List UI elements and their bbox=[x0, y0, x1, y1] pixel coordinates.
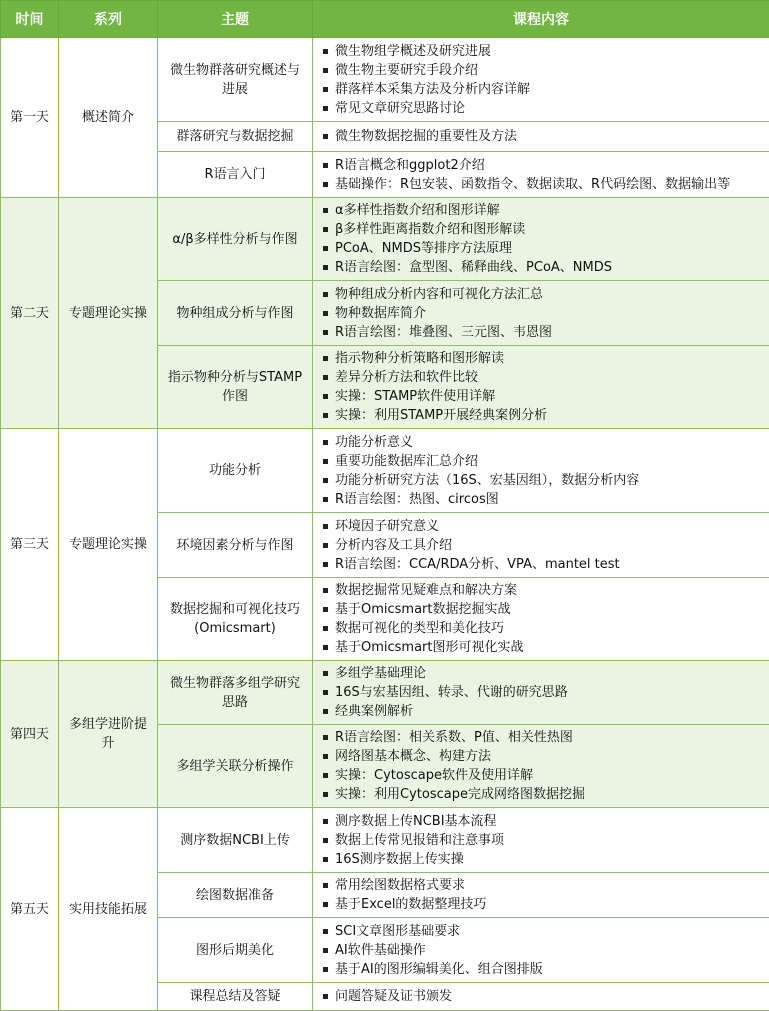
list-item: R语言绘图：CCA/RDA分析、VPA、mantel test bbox=[323, 555, 769, 574]
content-cell bbox=[313, 808, 769, 873]
list-item: 环境因子研究意义 bbox=[323, 517, 769, 536]
table-row bbox=[1, 38, 769, 122]
table-row bbox=[1, 661, 769, 725]
content-cell bbox=[313, 983, 769, 1011]
list-item: 实操：Cytoscape软件及使用详解 bbox=[323, 766, 769, 785]
list-item: 指示物种分析策略和图形解读 bbox=[323, 349, 769, 368]
list-item: 基础操作：R包安装、函数指令、数据读取、R代码绘图、数据输出等 bbox=[323, 175, 769, 194]
content-cell bbox=[313, 152, 769, 198]
list-item: 微生物组学概述及研究进展 bbox=[323, 42, 769, 61]
list-item: 分析内容及工具介绍 bbox=[323, 536, 769, 555]
topic-cell: 多组学关联分析操作 bbox=[158, 725, 313, 808]
topic-cell: 微生物群落研究概述与进展 bbox=[158, 38, 313, 122]
table-row bbox=[1, 198, 769, 281]
series-cell: 专题理论实操 bbox=[59, 429, 158, 661]
day-cell: 第三天 bbox=[1, 429, 59, 661]
series-cell: 多组学进阶提升 bbox=[59, 661, 158, 808]
list-item: β多样性距离指数介绍和图形解读 bbox=[323, 220, 769, 239]
list-item: R语言绘图：盒型图、稀释曲线、PCoA、NMDS bbox=[323, 258, 769, 277]
list-item: 微生物主要研究手段介绍 bbox=[323, 61, 769, 80]
topic-cell: 功能分析 bbox=[158, 429, 313, 513]
content-cell bbox=[313, 429, 769, 513]
list-item: 经典案例解析 bbox=[323, 702, 769, 721]
topic-cell: 数据挖掘和可视化技巧(Omicsmart) bbox=[158, 578, 313, 661]
content-cell bbox=[313, 918, 769, 983]
list-item: 基于Excel的数据整理技巧 bbox=[323, 895, 769, 914]
list-item: 实操：利用STAMP开展经典案例分析 bbox=[323, 406, 769, 425]
list-item: 基于Omicsmart数据挖掘实战 bbox=[323, 600, 769, 619]
header-time: 时间 bbox=[1, 1, 59, 38]
table-header-row bbox=[1, 1, 769, 38]
topic-cell: 课程总结及答疑 bbox=[158, 983, 313, 1011]
list-item: 数据挖掘常见疑难点和解决方案 bbox=[323, 581, 769, 600]
content-cell bbox=[313, 281, 769, 346]
list-item: 常见文章研究思路讨论 bbox=[323, 99, 769, 118]
table-row bbox=[1, 808, 769, 873]
list-item: 测序数据上传NCBI基本流程 bbox=[323, 812, 769, 831]
topic-cell: R语言入门 bbox=[158, 152, 313, 198]
list-item: 数据上传常见报错和注意事项 bbox=[323, 831, 769, 850]
list-item: 常用绘图数据格式要求 bbox=[323, 876, 769, 895]
topic-cell: 微生物群落多组学研究思路 bbox=[158, 661, 313, 725]
content-cell bbox=[313, 578, 769, 661]
day-cell: 第五天 bbox=[1, 808, 59, 1011]
list-item: 物种数据库简介 bbox=[323, 304, 769, 323]
topic-cell: α/β多样性分析与作图 bbox=[158, 198, 313, 281]
series-cell: 专题理论实操 bbox=[59, 198, 158, 429]
topic-cell: 测序数据NCBI上传 bbox=[158, 808, 313, 873]
list-item: 功能分析意义 bbox=[323, 433, 769, 452]
table-row bbox=[1, 429, 769, 513]
list-item: PCoA、NMDS等排序方法原理 bbox=[323, 239, 769, 258]
list-item: 微生物数据挖掘的重要性及方法 bbox=[323, 127, 769, 146]
list-item: AI软件基础操作 bbox=[323, 941, 769, 960]
day-cell: 第一天 bbox=[1, 38, 59, 198]
content-cell bbox=[313, 198, 769, 281]
list-item: 基于AI的图形编辑美化、组合图排版 bbox=[323, 960, 769, 979]
content-cell bbox=[313, 346, 769, 429]
topic-cell: 指示物种分析与STAMP作图 bbox=[158, 346, 313, 429]
list-item: 16S与宏基因组、转录、代谢的研究思路 bbox=[323, 683, 769, 702]
list-item: 数据可视化的类型和美化技巧 bbox=[323, 619, 769, 638]
topic-cell: 环境因素分析与作图 bbox=[158, 513, 313, 578]
list-item: 问题答疑及证书颁发 bbox=[323, 987, 769, 1006]
list-item: 差异分析方法和软件比较 bbox=[323, 368, 769, 387]
list-item: SCI文章图形基础要求 bbox=[323, 922, 769, 941]
content-cell bbox=[313, 725, 769, 808]
list-item: 基于Omicsmart图形可视化实战 bbox=[323, 638, 769, 657]
list-item: 物种组成分析内容和可视化方法汇总 bbox=[323, 285, 769, 304]
topic-cell: 物种组成分析与作图 bbox=[158, 281, 313, 346]
list-item: α多样性指数介绍和图形详解 bbox=[323, 201, 769, 220]
content-cell bbox=[313, 873, 769, 918]
series-cell: 实用技能拓展 bbox=[59, 808, 158, 1011]
header-topic: 主题 bbox=[158, 1, 313, 38]
list-item: 群落样本采集方法及分析内容详解 bbox=[323, 80, 769, 99]
list-item: 功能分析研究方法（16S、宏基因组），数据分析内容 bbox=[323, 471, 769, 490]
list-item: R语言绘图：相关系数、P值、相关性热图 bbox=[323, 728, 769, 747]
list-item: 实操：利用Cytoscape完成网络图数据挖掘 bbox=[323, 785, 769, 804]
list-item: 实操：STAMP软件使用详解 bbox=[323, 387, 769, 406]
list-item: R语言概念和ggplot2介绍 bbox=[323, 156, 769, 175]
list-item: R语言绘图：热图、circos图 bbox=[323, 490, 769, 509]
list-item: 16S测序数据上传实操 bbox=[323, 850, 769, 869]
day-cell: 第二天 bbox=[1, 198, 59, 429]
list-item: 多组学基础理论 bbox=[323, 664, 769, 683]
content-cell bbox=[313, 513, 769, 578]
content-cell bbox=[313, 122, 769, 152]
day-cell: 第四天 bbox=[1, 661, 59, 808]
series-cell: 概述简介 bbox=[59, 38, 158, 198]
content-cell bbox=[313, 661, 769, 725]
list-item: R语言绘图：堆叠图、三元图、韦恩图 bbox=[323, 323, 769, 342]
list-item: 网络图基本概念、构建方法 bbox=[323, 747, 769, 766]
content-cell bbox=[313, 38, 769, 122]
topic-cell: 绘图数据准备 bbox=[158, 873, 313, 918]
list-item: 重要功能数据库汇总介绍 bbox=[323, 452, 769, 471]
header-series: 系列 bbox=[59, 1, 158, 38]
header-content: 课程内容 bbox=[313, 1, 769, 38]
topic-cell: 群落研究与数据挖掘 bbox=[158, 122, 313, 152]
topic-cell: 图形后期美化 bbox=[158, 918, 313, 983]
